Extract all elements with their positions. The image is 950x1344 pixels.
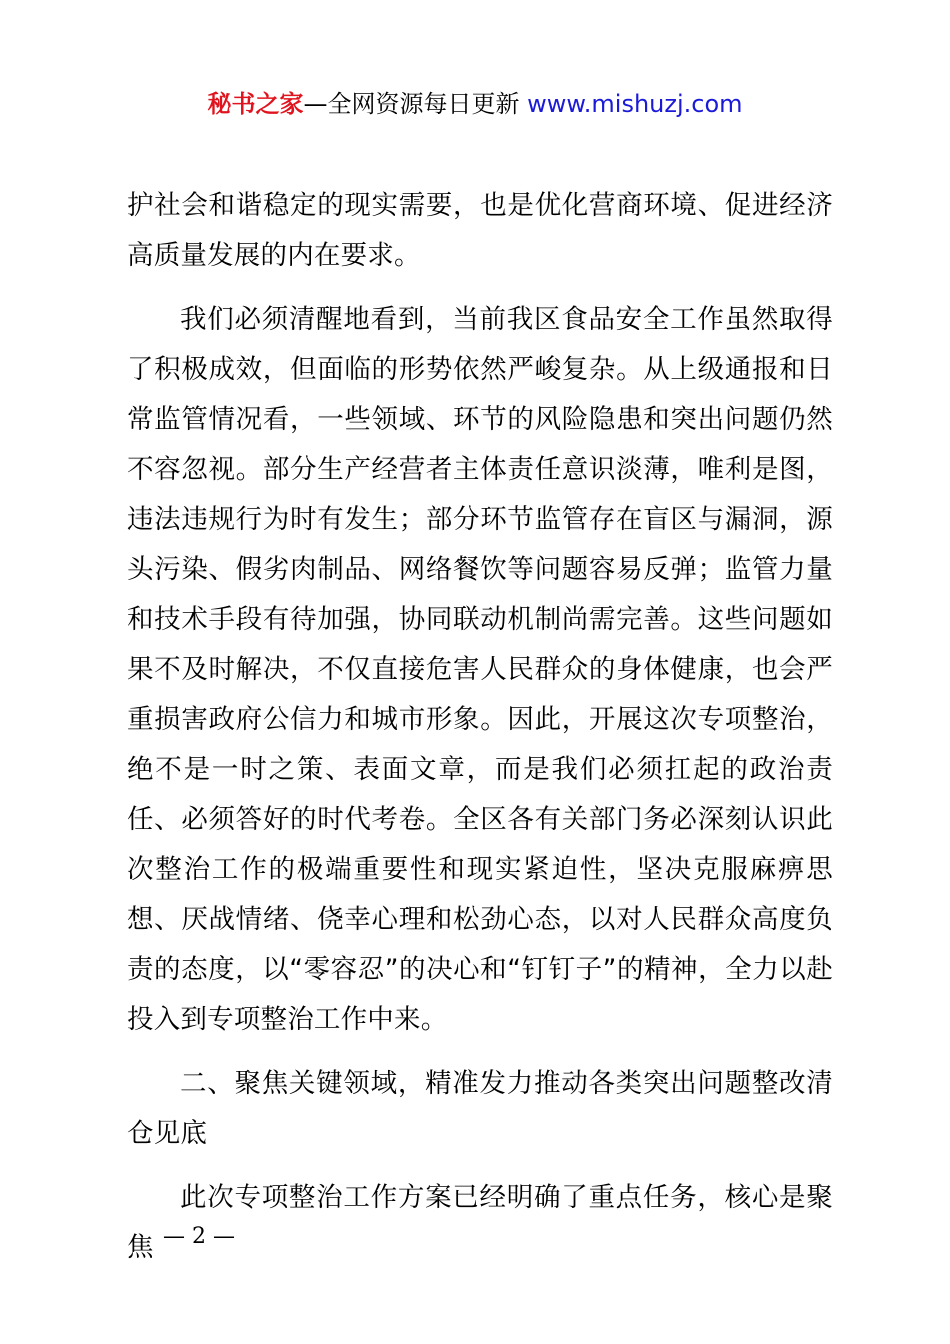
banner-tagline: —全网资源每日更新 bbox=[303, 90, 528, 118]
document-body bbox=[127, 181, 833, 1273]
paragraph-continuation: 护社会和谐稳定的现实需要，也是优化营商环境、促进经济高质量发展的内在要求。 bbox=[127, 190, 833, 271]
page-number: — 2 — bbox=[163, 1224, 235, 1249]
site-url-link[interactable]: www.mishuzj.com bbox=[527, 90, 743, 118]
paragraph-tasks: 此次专项整治工作方案已经明确了重点任务，核心是聚焦 bbox=[127, 1182, 833, 1263]
brand-name: 秘书之家 bbox=[207, 90, 304, 118]
section-heading-2: 二、聚焦关键领域，精准发力推动各类突出问题整改清仓见底 bbox=[127, 1068, 833, 1149]
paragraph-situation: 我们必须清醒地看到，当前我区食品安全工作虽然取得了积极成效，但面临的形势依然严峻复杂。从上级通报和日常监管情况看，一些领域、环节的风险隐患和突出问题仍然不容忽视。部分生产经营者主体责任意识淡薄，唯利是图，违法违规行为时有发生；部分环节监管存在盲区与漏洞，源头污染、假劣肉制品、网络餐饮等问题容易反弹；监管力量和技术手段有待加强，协同联动机制尚需完善。这些问题如果不及时解决，不仅直接危害人民群众的身体健康，也会严重损害政府公信力和城市形象。因此，开展这次专项整治，绝不是一时之策、表面文章，而是我们必须扛起的政治责任、必须答好的时代考卷。全区各有关部门务必深刻认识此次整治工作的极端重要性和现实紧迫性，坚决克服麻痹思想、厌战情绪、侥幸心理和松劲心态，以对人民群众高度负责的态度，以“零容忍”的决心和“钉钉子”的精神，全力以赴投入到专项整治工作中来。 bbox=[127, 304, 833, 1035]
site-banner bbox=[0, 86, 950, 122]
